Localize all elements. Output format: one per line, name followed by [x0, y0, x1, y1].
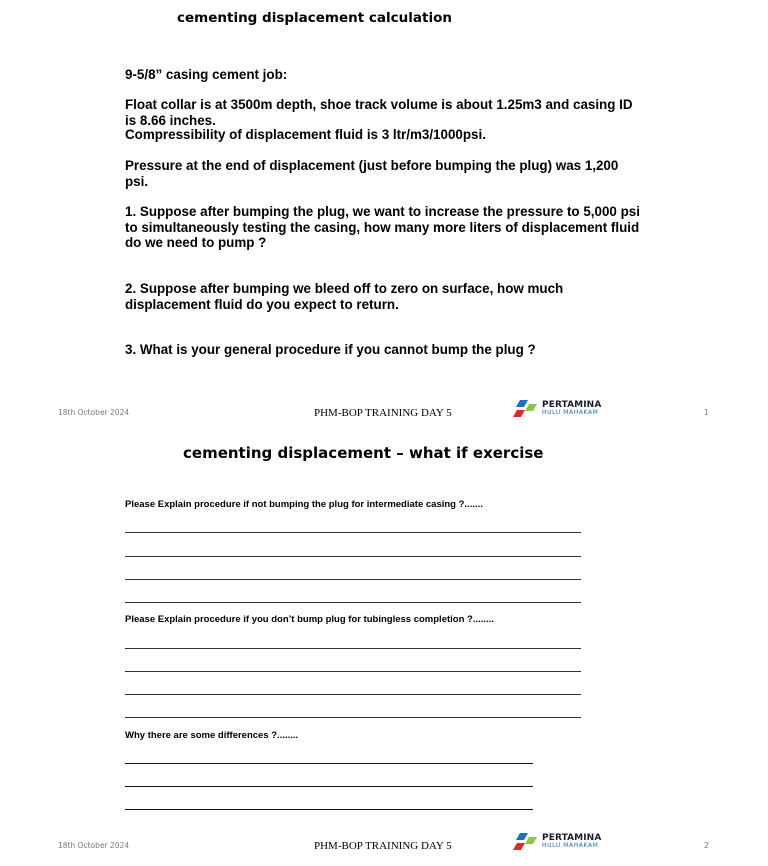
question-3: 3. What is your general procedure if you cannot bump the plug ?	[125, 342, 536, 357]
answer-line	[125, 556, 581, 557]
answer-line	[125, 809, 533, 810]
slide2-page-number: 2	[704, 841, 710, 850]
answer-line	[125, 671, 581, 672]
question-2: 2. Suppose after bumping we bleed off to zero on surface, how much displacement fluid do you expect to return.	[125, 281, 564, 312]
answer-line	[125, 648, 581, 649]
answer-line	[125, 579, 581, 580]
logo-subtitle: HULU MAHAKAM	[542, 842, 599, 849]
slide2-footer-title: PHM-BOP TRAINING DAY 5	[314, 840, 452, 852]
job-heading: 9-5/8” casing cement job:	[125, 67, 288, 82]
pertamina-logo-mark-icon	[512, 833, 538, 851]
logo-subtitle: HULU MAHAKAM	[542, 409, 599, 416]
logo-brand: PERTAMINA	[542, 400, 602, 410]
slide1-title: cementing displacement calculation	[177, 10, 452, 26]
pertamina-logo-mark-icon	[512, 400, 538, 418]
slide1-footer-date: 18th October 2024	[58, 408, 130, 417]
answer-line	[125, 786, 533, 787]
slide2-title: cementing displacement – what if exercise	[183, 444, 544, 462]
slide1-page-number: 1	[704, 408, 710, 417]
fact-pressure: Pressure at the end of displacement (just before bumping the plug) was 1,200 psi.	[125, 158, 619, 189]
slide2-footer-date: 18th October 2024	[58, 841, 130, 850]
slide1-footer-title: PHM-BOP TRAINING DAY 5	[314, 407, 452, 419]
logo-brand: PERTAMINA	[542, 833, 602, 843]
prompt-differences: Why there are some differences ?........	[125, 730, 299, 741]
pertamina-logo	[512, 400, 601, 418]
answer-line	[125, 602, 581, 603]
prompt-tubingless-completion: Please Explain procedure if you don’t bump plug for tubingless completion ?........	[125, 614, 494, 625]
question-1: 1. Suppose after bumping the plug, we want to increase the pressure to 5,000 psi to simultaneously testing the casing, how many more liters of displacement fluid do we need to pump ?	[125, 204, 640, 250]
pertamina-logo	[512, 833, 601, 851]
answer-line	[125, 694, 581, 695]
answer-line	[125, 763, 533, 764]
fact-float-collar: Float collar is at 3500m depth, shoe track volume is about 1.25m3 and casing ID is 8.66 inches.	[125, 97, 633, 128]
answer-line	[125, 532, 581, 533]
answer-line	[125, 717, 581, 718]
prompt-intermediate-casing: Please Explain procedure if not bumping the plug for intermediate casing ?.......	[125, 499, 483, 510]
fact-compressibility: Compressibility of displacement fluid is 3 ltr/m3/1000psi.	[125, 127, 486, 142]
